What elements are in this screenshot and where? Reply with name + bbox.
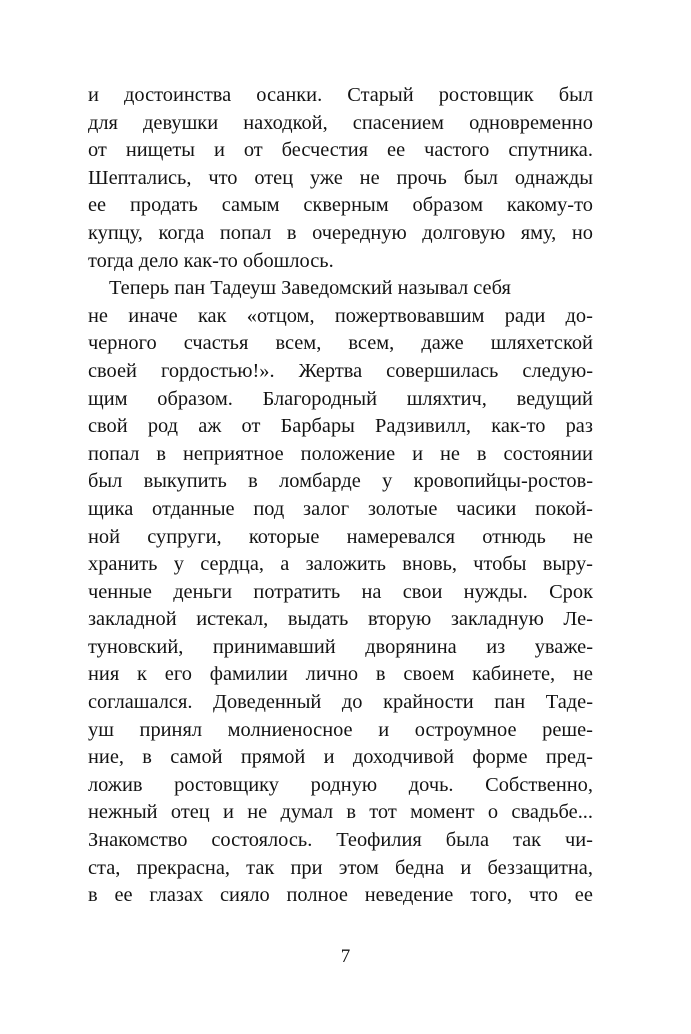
text-word: которые [248,525,320,548]
text-line [88,303,593,331]
text-word: у [382,470,393,493]
text-word: всем, [348,332,395,355]
text-word: следую- [522,359,593,382]
text-word: от [88,139,107,162]
text-word: так [512,829,542,852]
text-word: хранить [88,553,158,576]
text-word: а [280,553,290,576]
text-word: того, [470,884,513,907]
text-line: тогда дело как-то обошлось. [88,249,334,272]
text-word: Шептались, [88,166,192,189]
text-word: ее [574,884,593,907]
text-word: ломбарде [279,470,361,493]
text-word: свои [402,580,443,603]
text-word: залог [303,497,350,520]
text-word: Доведенный [213,691,322,714]
text-line [88,661,593,689]
text-word: щика [88,497,134,520]
text-word: попал [88,442,140,465]
text-line [88,330,593,358]
text-word: о [487,801,499,824]
text-word: продать [129,194,198,217]
text-word: Срок [549,580,593,603]
text-word: прекрасна, [136,856,230,879]
text-word: кабинете, [472,663,556,686]
text-word: неведение [364,884,454,907]
text-word: самой [170,746,223,769]
text-word: золотые [367,497,438,520]
text-word: но [571,221,593,244]
text-line [88,717,593,745]
text-word: своем [403,663,455,686]
text-word: как-то [491,415,546,438]
text-word: неприятное [183,442,284,465]
text-word: так [246,856,275,879]
text-line [88,496,593,524]
text-word: прямой [240,746,306,769]
text-word: свадьбе... [511,801,593,824]
text-word: в [88,884,98,907]
text-word: был [88,470,123,493]
text-word: девушки [143,111,219,134]
text-word: ростовщику [174,773,279,796]
text-word: лично [305,663,359,686]
text-word: форме [472,746,528,769]
text-word: ее [114,884,133,907]
text-word: реше- [542,718,593,741]
text-word: до [341,691,363,714]
text-word: из [486,635,506,658]
text-word: шляхтич, [406,387,487,410]
text-word: и [223,801,234,824]
text-word: Благородный [262,387,377,410]
text-word: у [173,553,184,576]
text-word: от [243,139,263,162]
text-word: спасением [352,111,444,134]
text-line [88,468,593,496]
text-word: и [412,442,424,465]
text-word: раз [565,415,593,438]
text-line [88,137,593,165]
text-word: был [558,84,593,106]
text-word: отец [254,166,294,189]
text-word: выдать [287,608,349,631]
text-word: очередную [312,221,407,244]
text-word: состоялось. [211,829,313,852]
text-word: тот [369,801,397,824]
text-word: Знакомство [88,829,188,852]
text-line [88,220,593,248]
text-word: чтобы [473,553,527,576]
text-word: дворянина [365,635,457,658]
text-word: в [248,470,258,493]
text-word: ста, [88,856,121,879]
text-word: скверным [303,194,389,217]
text-word: попал [219,221,272,244]
text-line [88,110,593,138]
text-word: пан [494,691,526,714]
text-word: уш [88,718,114,741]
text-word: отнюдь [482,525,546,548]
text-word: при [290,856,323,879]
text-line [88,634,593,662]
text-word: истекал, [196,608,269,631]
page-number: 7 [340,946,351,967]
text-word: Старый [347,84,414,106]
text-line [88,413,593,441]
text-word: для [88,111,118,134]
text-word: Теофилия [336,829,422,852]
text-word: образом. [157,387,233,410]
text-word: ложив [88,773,143,796]
text-word: принял [139,718,203,741]
text-word: супруги, [147,525,222,548]
text-word: ной [88,525,121,548]
text-word: заложить [305,553,386,576]
text-word: в [476,442,487,465]
text-word: бесчестия [281,139,369,162]
text-word: ние, [88,746,124,769]
text-word: Таде- [545,691,593,714]
text-word: ведущий [516,387,593,410]
text-word: какому-то [506,194,593,217]
text-word: частого [424,139,490,162]
text-word: уваже- [534,635,593,658]
text-word: этом [338,856,379,879]
text-word: вторую [367,608,432,631]
text-word: долговую [422,221,506,244]
text-line [88,82,593,110]
text-word: свой [88,415,128,438]
text-word: не [572,663,593,686]
text-word: ее [387,139,406,162]
text-word: род [147,415,179,438]
text-line [88,165,593,193]
text-word: положение [300,442,396,465]
text-word: от [241,415,261,438]
text-word: счастья [183,332,249,355]
text-line [88,689,593,717]
text-word: его [164,663,192,686]
text-word: выкупить [143,470,227,493]
text-word: закладной [88,608,177,631]
text-word: молниеносное [227,718,353,741]
text-word: образом [412,194,483,217]
text-word: совершилась [386,359,499,382]
text-word: в [375,663,386,686]
text-word: дочь. [408,773,454,796]
text-line [88,551,593,579]
text-line [88,606,593,634]
text-word: пред- [545,746,593,769]
text-word: был [463,166,498,189]
text-word: деньги [173,580,233,603]
text-word: ради [504,304,546,327]
text-word: к [137,663,147,686]
text-word: гордостью!». [160,359,275,382]
text-word: и [323,746,335,769]
text-word: Собственно, [485,773,593,796]
text-word: ченные [88,580,152,603]
text-word: намеревался [346,525,455,548]
text-word: вновь, [402,553,457,576]
text-word: когда [158,221,205,244]
text-word: часики [456,497,517,520]
text-word: и [213,139,225,162]
text-word: однажды [514,166,593,189]
text-word: Барбары [280,415,355,438]
text-line [88,744,593,772]
text-line [88,799,593,827]
text-word: потратить [253,580,341,603]
text-word: доходчивой [352,746,455,769]
text-word: выру- [542,553,593,576]
text-word: и [460,856,472,879]
text-word: кровопийцы-ростов- [413,470,593,493]
text-word: в [286,221,297,244]
text-word: нужды. [463,580,528,603]
text-word: одновременно [469,111,593,134]
text-line [88,827,593,855]
text-word: глазах [149,884,204,907]
text-word: купцу, [88,221,143,244]
text-word: фамилии [209,663,288,686]
text-word: и [88,84,99,106]
text-word: самым [221,194,280,217]
text-line [88,386,593,414]
text-word: до- [565,304,593,327]
text-word: не [359,166,380,189]
text-word: остроумное [414,718,517,741]
text-word: черного [88,332,157,355]
text-word: бедна [394,856,445,879]
text-line: Теперь пан Тадеуш Заведомский называл себя [109,277,511,300]
text-word: чи- [565,829,593,852]
text-word: думал [280,801,334,824]
text-word: всем, [275,332,322,355]
text-word: Радзивилл, [375,415,472,438]
text-line [88,441,593,469]
text-word: отданные [152,497,235,520]
text-word: иначе [128,304,178,327]
text-word: в [156,442,167,465]
text-word: сияло [220,884,270,907]
text-word: и [378,718,390,741]
text-word: состоянии [503,442,593,465]
text-word: что [528,884,558,907]
text-line [88,192,593,220]
text-word: на [361,580,382,603]
text-word: не [573,525,593,548]
text-word: момент [410,801,475,824]
text-line [88,882,593,910]
text-word: Ле- [563,608,593,631]
text-word: в [142,746,152,769]
text-line [88,524,593,552]
text-word: туновский, [88,635,184,658]
text-word: как [197,304,227,327]
text-word: аж [198,415,222,438]
text-word: нищеты [125,139,195,162]
text-word: своей [88,359,137,382]
text-word: под [253,497,285,520]
page-text-block [88,82,593,910]
text-word: соглашался. [88,691,193,714]
text-word: яму, [520,221,557,244]
text-word: что [208,166,238,189]
text-word: «отцом, [246,304,315,327]
text-word: принимавший [212,635,336,658]
text-word: даже [421,332,464,355]
text-word: полное [286,884,348,907]
text-word: отец [170,801,210,824]
text-word: была [445,829,490,852]
text-word: не [247,801,268,824]
text-word: крайности [383,691,474,714]
text-word: уже [310,166,343,189]
text-word: закладную [450,608,544,631]
text-line [88,772,593,800]
text-word: не [439,442,460,465]
text-word: ее [88,194,107,217]
text-word: нежный [88,801,158,824]
text-word: спутника. [508,139,593,162]
text-word: прочь [396,166,447,189]
text-word: ростовщик [438,84,534,106]
text-word: щим [88,387,128,410]
text-word: в [346,801,356,824]
text-line [88,358,593,386]
text-word: беззащитна, [487,856,593,879]
text-word: осанки. [256,84,323,106]
text-word: не [88,304,108,327]
text-word: покой- [535,497,593,520]
text-word: ния [88,663,120,686]
text-line [88,579,593,607]
text-word: достоинства [124,84,232,106]
text-word: пожертвовавшим [334,304,485,327]
text-word: сердца, [200,553,264,576]
text-line [88,855,593,883]
text-word: шляхетской [490,332,593,355]
text-word: родную [310,773,378,796]
text-word: Жертва [298,359,363,382]
text-word: находкой, [243,111,328,134]
